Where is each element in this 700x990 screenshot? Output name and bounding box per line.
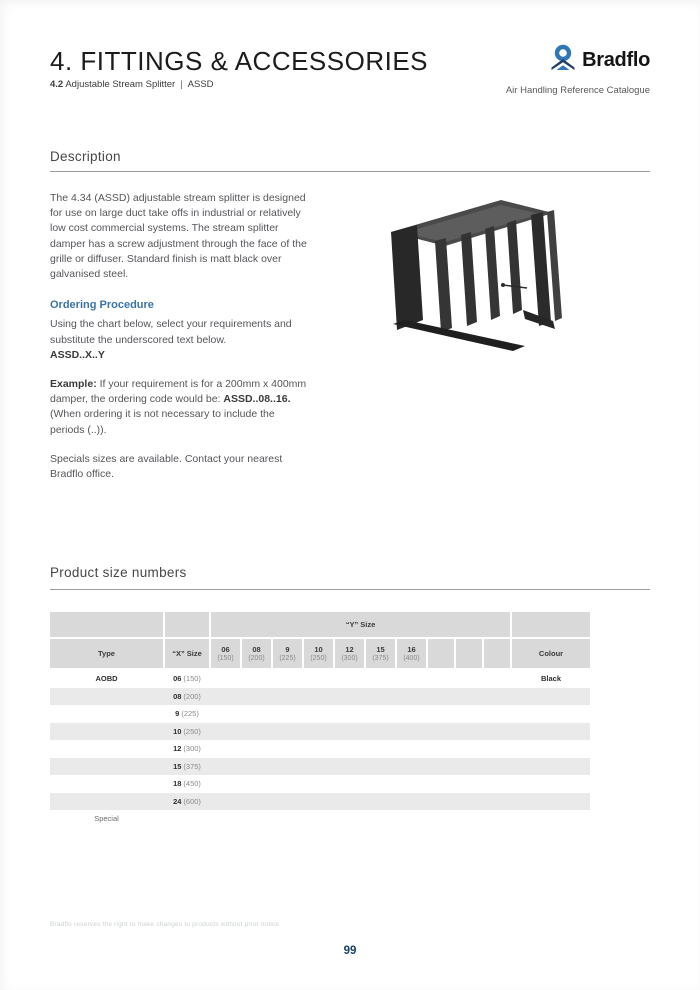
x-size-cell: 18 (450) xyxy=(173,779,201,789)
y-size-cells xyxy=(211,705,510,723)
empty-col-header xyxy=(428,639,454,668)
colour-cell xyxy=(512,810,590,828)
y-size-cells xyxy=(211,793,510,811)
y-size-cells xyxy=(211,810,510,828)
colour-header-label: Colour xyxy=(538,649,564,658)
table-row xyxy=(50,758,590,776)
example-body: If your requirement is for a 200mm x 400mm damper, the ordering code would be: xyxy=(50,378,307,406)
disclaimer-note: Bradflo reserves the right to make changes to products without prior notice xyxy=(50,921,280,928)
table-row xyxy=(50,810,590,828)
y-size-col-header: 9 (225) xyxy=(273,639,302,668)
empty-col-header xyxy=(484,639,510,668)
colour-cell xyxy=(512,723,590,741)
brand-name: Bradflo xyxy=(582,48,650,71)
table-body xyxy=(50,670,590,828)
x-size-header-label: “X” Size xyxy=(172,649,202,658)
x-size-cell: 08 (200) xyxy=(173,691,201,701)
x-size-cell: 24 (600) xyxy=(173,796,201,806)
page-subtitle xyxy=(50,79,428,90)
colour-cell xyxy=(512,775,590,793)
specials-note: Specials sizes are available. Contact your nearest Bradflo office. xyxy=(50,452,283,481)
type-cell: Special xyxy=(94,814,119,824)
ordering-procedure-heading: Ordering Procedure xyxy=(50,299,154,312)
x-size-cell xyxy=(165,810,209,828)
table-header-row xyxy=(50,639,590,668)
y-size-col-header: 08 (200) xyxy=(242,639,271,668)
brand-logo-icon xyxy=(550,44,576,76)
colour-cell xyxy=(512,705,590,723)
header-spacer-colour xyxy=(512,612,590,637)
colour-cell xyxy=(512,758,590,776)
type-cell xyxy=(50,705,163,723)
example-label: Example: xyxy=(50,378,97,391)
y-size-col-header: 06 (150) xyxy=(211,639,240,668)
colour-cell xyxy=(512,740,590,758)
y-size-col-header: 15 (375) xyxy=(366,639,395,668)
x-size-cell: 9 (225) xyxy=(175,709,199,719)
example-tail: (When ordering it is not necessary to include the periods (..)). xyxy=(50,408,275,436)
x-size-cell: 06 (150) xyxy=(173,674,201,684)
table-row xyxy=(50,775,590,793)
brand-logo xyxy=(550,44,650,76)
header-spacer-x xyxy=(165,612,209,637)
table-row xyxy=(50,793,590,811)
table-row xyxy=(50,740,590,758)
x-size-cell: 10 (250) xyxy=(173,726,201,736)
type-header-label: Type xyxy=(98,649,115,658)
brand-tagline: Air Handling Reference Catalogue xyxy=(505,85,650,96)
size-table xyxy=(50,612,590,828)
type-cell xyxy=(50,793,163,811)
type-cell xyxy=(50,688,163,706)
type-cell xyxy=(50,723,163,741)
colour-cell xyxy=(512,688,590,706)
subtitle-code: ASSD xyxy=(187,79,214,90)
description-heading: Description xyxy=(50,149,121,164)
table-header-span-row xyxy=(50,612,590,637)
y-size-cells xyxy=(211,740,510,758)
y-size-cells xyxy=(211,723,510,741)
subtitle-separator: | xyxy=(180,79,183,90)
table-row xyxy=(50,723,590,741)
y-size-cells xyxy=(211,775,510,793)
product-photo xyxy=(383,188,568,361)
type-cell: AOBD xyxy=(95,674,118,684)
brand-block xyxy=(506,44,650,96)
colour-column-header xyxy=(512,639,590,668)
sizes-heading: Product size numbers xyxy=(50,565,187,580)
colour-cell xyxy=(512,793,590,811)
y-size-span-header xyxy=(211,612,510,637)
ordering-intro: Using the chart below, select your requirements and substitute the underscored text below. xyxy=(50,318,292,346)
subtitle-text: Adjustable Stream Splitter xyxy=(65,79,176,90)
y-size-col-header: 10 (250) xyxy=(304,639,333,668)
type-cell xyxy=(50,740,163,758)
y-size-col-header: 12 (300) xyxy=(335,639,364,668)
description-column xyxy=(50,191,312,482)
header-spacer-type xyxy=(50,612,163,637)
ordering-code: ASSD..X..Y xyxy=(50,348,105,361)
colour-cell: Black xyxy=(540,674,561,684)
y-size-cells xyxy=(211,688,510,706)
ordering-example xyxy=(50,377,312,438)
table-row xyxy=(50,688,590,706)
description-paragraph: The 4.34 (ASSD) adjustable stream splitter is designed for use on large duct take offs in industrial or relatively low cost commercial systems. The stream splitter damper has a screw adjustment through the face of the grille or diffuser. Standard finish is matt black over galvanised steel. xyxy=(50,192,307,281)
type-cell xyxy=(50,775,163,793)
x-size-cell: 15 (375) xyxy=(173,761,201,771)
y-size-cells xyxy=(211,758,510,776)
page-title: 4. FITTINGS & ACCESSORIES xyxy=(50,46,429,76)
page-number: 99 xyxy=(343,945,357,957)
example-code: ASSD..08..16. xyxy=(223,393,291,406)
table-row xyxy=(50,670,590,688)
sizes-divider xyxy=(50,589,650,590)
x-size-column-header xyxy=(165,639,209,668)
y-size-col-header: 16 (400) xyxy=(397,639,426,668)
x-size-cell: 12 (300) xyxy=(173,744,201,754)
type-column-header xyxy=(50,639,163,668)
description-divider xyxy=(50,171,650,172)
y-size-span-label: “Y” Size xyxy=(345,620,376,629)
type-cell xyxy=(50,758,163,776)
y-size-cells xyxy=(211,670,510,688)
table-row xyxy=(50,705,590,723)
empty-col-header xyxy=(456,639,482,668)
page-header xyxy=(50,46,428,90)
subtitle-number: 4.2 xyxy=(50,79,64,90)
